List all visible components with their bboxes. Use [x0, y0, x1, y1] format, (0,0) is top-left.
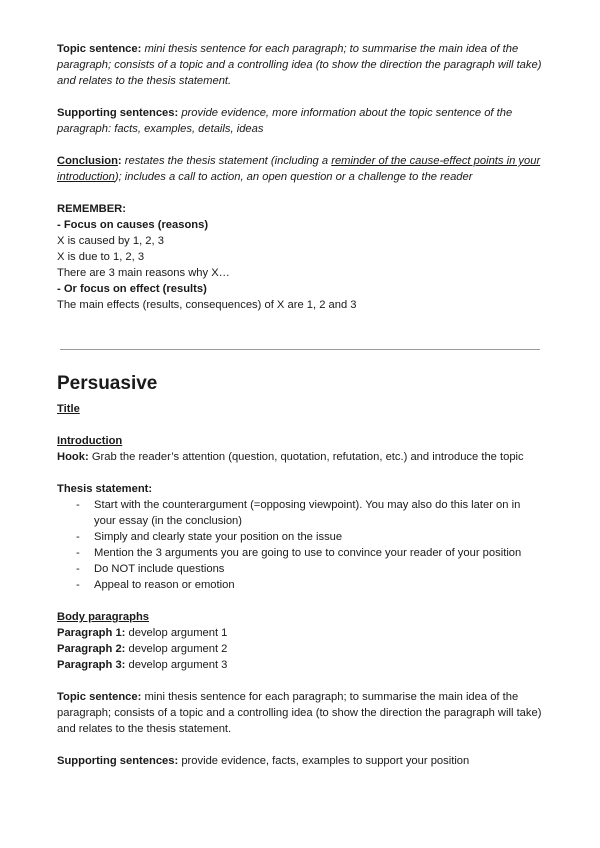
list-item: - Do NOT include questions [57, 561, 543, 577]
conclusion-text-end: ); includes a call to action, an open question or a challenge to the reader [114, 171, 473, 183]
conclusion-text-start: restates the thesis statement (including a [124, 155, 332, 167]
list-item: - Appeal to reason or emotion [57, 577, 543, 593]
title-label: Title [57, 403, 80, 415]
effects-heading: - Or focus on effect (results) [57, 283, 207, 295]
supporting-sentences-label: Supporting sentences: [57, 107, 179, 119]
cause-line: X is caused by 1, 2, 3 [57, 235, 164, 247]
effects-line: The main effects (results, consequences) of X are 1, 2 and 3 [57, 299, 357, 311]
paragraph-text: develop argument 1 [128, 627, 228, 639]
paragraph-text: develop argument 3 [128, 659, 228, 671]
topic-sentence-paragraph [57, 41, 543, 89]
persuasive-section [57, 401, 543, 769]
supporting-sentences-text: provide evidence, more information about the topic sentence of the paragraph: facts, examples, details, ideas [57, 107, 513, 135]
paragraph-label: Paragraph 1: [57, 627, 126, 639]
paragraph-label: Paragraph 2: [57, 643, 126, 655]
topic-sentence-label: Topic sentence: [57, 691, 142, 703]
supporting-sentences-paragraph [57, 105, 543, 137]
supporting-sentences-label: Supporting sentences: [57, 755, 179, 767]
persuasive-heading: Persuasive [57, 373, 158, 394]
paragraph-text: develop argument 2 [128, 643, 228, 655]
remember-heading: REMEMBER: [57, 203, 126, 215]
hook-label: Hook: [57, 451, 89, 463]
topic-sentence-label: Topic sentence: [57, 43, 142, 55]
thesis-heading: Thesis statement: [57, 483, 153, 495]
cause-line: X is due to 1, 2, 3 [57, 251, 145, 263]
causes-heading: - Focus on causes (reasons) [57, 219, 209, 231]
conclusion-colon: : [117, 155, 122, 167]
list-item: - Mention the 3 arguments you are going to use to convince your reader of your position [57, 545, 543, 561]
topic-sentence-text: mini thesis sentence for each paragraph; to summarise the main idea of the paragraph; consists of a topic and a controlling idea (to show the direction the paragraph will take) and relates to the thesis statement. [57, 691, 542, 735]
hook-paragraph [57, 449, 543, 465]
list-item: - Start with the counterargument (=opposing viewpoint). You may also do this later on in your essay (in the conclusion) [57, 497, 543, 529]
cause-effect-section [57, 41, 543, 313]
list-item: - Simply and clearly state your position on the issue [57, 529, 543, 545]
persuasive-supporting-paragraph [57, 753, 543, 769]
introduction-heading: Introduction [57, 435, 123, 447]
cause-line: There are 3 main reasons why X… [57, 267, 230, 279]
thesis-list [57, 497, 543, 593]
section-divider [60, 349, 540, 350]
conclusion-paragraph [57, 153, 543, 185]
topic-sentence-text: mini thesis sentence for each paragraph; to summarise the main idea of the paragraph; consists of a topic and a controlling idea (to show the direction the paragraph will take) and relates to the thesis statement. [57, 43, 542, 87]
paragraph-line [57, 657, 543, 673]
conclusion-underlined-text: reminder of the cause-effect points in your introduction [57, 155, 541, 183]
body-paragraphs-heading: Body paragraphs [57, 611, 150, 623]
paragraph-line [57, 625, 543, 641]
paragraph-line [57, 641, 543, 657]
paragraph-label: Paragraph 3: [57, 659, 126, 671]
hook-text: Grab the reader’s attention (question, quotation, refutation, etc.) and introduce the topic [91, 451, 524, 463]
conclusion-label: Conclusion [57, 155, 118, 167]
supporting-sentences-text: provide evidence, facts, examples to support your position [181, 755, 470, 767]
persuasive-topic-sentence-paragraph [57, 689, 543, 737]
